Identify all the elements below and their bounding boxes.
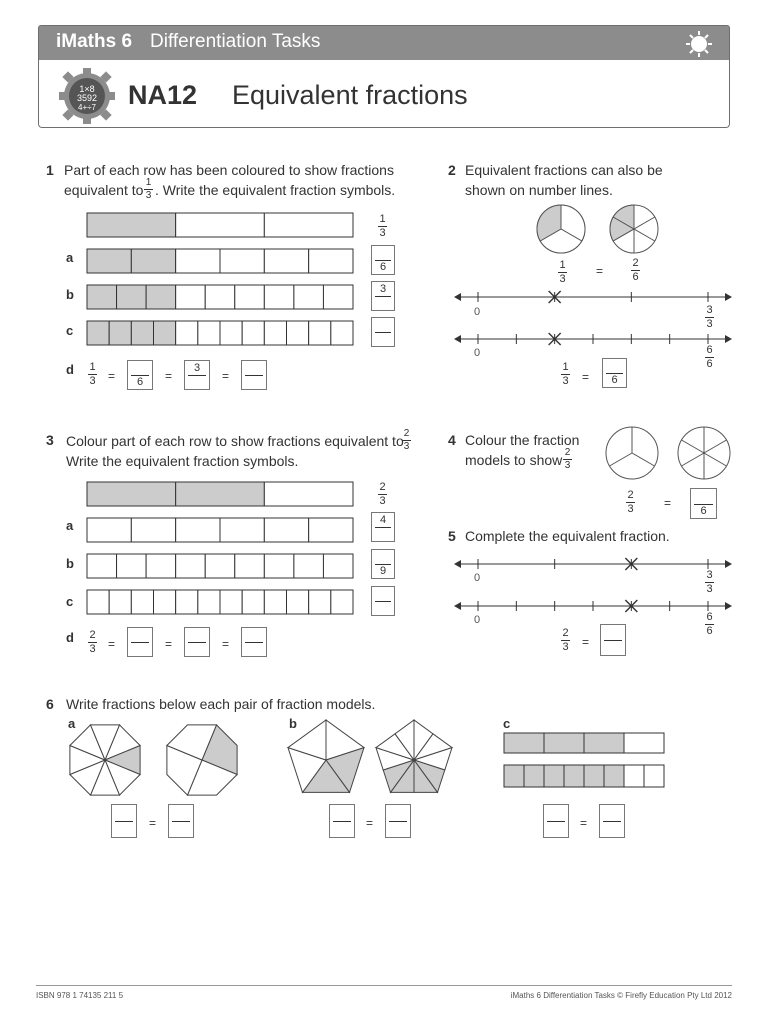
q2-line2-end: 6 6 bbox=[706, 344, 713, 370]
q5-line2-end: 6 6 bbox=[706, 611, 713, 637]
q1-strip-cell bbox=[154, 321, 176, 345]
q6-number: 6 bbox=[46, 696, 54, 712]
q6-text: Write fractions below each pair of fraction models. bbox=[66, 696, 376, 712]
q3-label-c: c bbox=[66, 594, 74, 609]
q3-text-line1: Colour part of each row to show fractions equivalent to bbox=[66, 433, 404, 449]
q6c-bar-eighths bbox=[504, 765, 664, 787]
q4-inline-fraction: 2 3 bbox=[564, 447, 571, 471]
q3-strip-cell bbox=[323, 554, 353, 578]
q3-strip-cell bbox=[176, 554, 206, 578]
q6b-answer-box-1[interactable] bbox=[329, 804, 355, 838]
q1-strip-cell bbox=[176, 321, 198, 345]
q3-strip-cell bbox=[176, 482, 265, 506]
q4-text-line1: Colour the fraction bbox=[465, 432, 580, 448]
q1-label-d: d bbox=[66, 362, 74, 377]
q3d-equals-2: = bbox=[165, 637, 173, 651]
q3-strip-cell bbox=[264, 554, 294, 578]
q5-number: 5 bbox=[448, 528, 456, 544]
q3d-answer-box-3[interactable] bbox=[241, 627, 267, 657]
q5-line-thirds bbox=[454, 558, 732, 570]
q6a-answer-box-2[interactable] bbox=[168, 804, 194, 838]
q3-strip-cell bbox=[287, 590, 309, 614]
q1a-answer-box[interactable]: 6 bbox=[371, 245, 395, 275]
q5-answer-box[interactable] bbox=[600, 624, 626, 656]
q2-answer-box[interactable]: 6 bbox=[602, 358, 627, 388]
q3d-fraction: 2 3 bbox=[89, 629, 96, 655]
sun-icon bbox=[686, 31, 712, 57]
q1d-equals-1: = bbox=[108, 369, 116, 383]
q4-pie-sixths bbox=[678, 427, 730, 479]
q1-strip-cell bbox=[220, 249, 264, 273]
q6a-answer-box-1[interactable] bbox=[111, 804, 137, 838]
q3-strip-whole bbox=[87, 482, 353, 506]
q1-strip-cell bbox=[131, 249, 175, 273]
task-code: NA12 bbox=[128, 80, 198, 110]
q3a-answer-box[interactable]: 4 bbox=[371, 512, 395, 542]
q1-number: 1 bbox=[46, 162, 54, 178]
pie-sixths bbox=[610, 205, 658, 253]
q6a-octagon-models bbox=[66, 720, 241, 800]
q1-strip-cell bbox=[87, 321, 109, 345]
q3-strip-cell bbox=[220, 590, 242, 614]
q1-strip-c bbox=[87, 321, 353, 345]
q1d-answer-box-2[interactable]: 3 bbox=[184, 360, 210, 390]
q6b-pentagon-models bbox=[286, 716, 456, 798]
q1-strip-cell bbox=[309, 321, 331, 345]
q3-strip-cell bbox=[87, 590, 109, 614]
q3-strip-cell bbox=[176, 518, 220, 542]
q6c-bar-quarters bbox=[504, 733, 664, 753]
q1-strip-cell bbox=[264, 285, 294, 309]
q6c-equals: = bbox=[580, 816, 588, 830]
q3-strip-cell bbox=[87, 482, 176, 506]
q3b-answer-box[interactable]: 9 bbox=[371, 549, 395, 579]
q3-strip-cell bbox=[220, 518, 264, 542]
q1-strip-cell bbox=[323, 285, 353, 309]
q3-strip-cell bbox=[154, 590, 176, 614]
svg-text:4+÷7: 4+÷7 bbox=[78, 103, 96, 112]
q4-number: 4 bbox=[448, 432, 456, 448]
q6a-octagon-quarters bbox=[167, 725, 237, 795]
q3-inline-fraction: 2 3 bbox=[403, 428, 410, 452]
footer-isbn: ISBN 978 1 74135 211 5 bbox=[36, 991, 124, 1000]
q1d-equals-2: = bbox=[165, 369, 173, 383]
q3-strip-c bbox=[87, 590, 353, 614]
q2-answer-fraction: 1 3 bbox=[562, 361, 569, 387]
q5-text: Complete the equivalent fraction. bbox=[465, 528, 670, 544]
q3-fraction-strips bbox=[86, 479, 358, 619]
q6-label-c: c bbox=[503, 716, 511, 731]
q2-text-line1: Equivalent fractions can also be bbox=[465, 162, 663, 178]
q3-label-a: a bbox=[66, 518, 74, 533]
q1-label-a: a bbox=[66, 250, 74, 265]
q1-strip-cell bbox=[198, 321, 220, 345]
q1-strip-cell bbox=[87, 285, 117, 309]
q1-strip-cell bbox=[176, 213, 265, 237]
q3-strip-cell bbox=[87, 518, 131, 542]
q2-pie-fraction-1: 1 3 bbox=[559, 259, 566, 285]
q6a-equals: = bbox=[149, 816, 157, 830]
q3-strip-cell bbox=[235, 554, 265, 578]
footer-copyright: iMaths 6 Differentiation Tasks © Firefly Education Pty Ltd 2012 bbox=[510, 991, 732, 1000]
q1-strip-cell bbox=[264, 321, 286, 345]
q1-strip-cell bbox=[205, 285, 235, 309]
q3-strip-cell bbox=[131, 590, 153, 614]
q3-strip-a bbox=[87, 518, 353, 542]
q3-strip-cell bbox=[146, 554, 176, 578]
q3-text-line2: Write the equivalent fraction symbols. bbox=[66, 453, 299, 469]
q3-strip-cell bbox=[264, 518, 308, 542]
q3-strip-cell bbox=[294, 554, 324, 578]
svg-text:3592: 3592 bbox=[76, 93, 98, 103]
q3-strip-cell bbox=[264, 482, 353, 506]
q2-line-thirds bbox=[454, 291, 732, 303]
series-title: iMaths 6 bbox=[56, 31, 133, 52]
q2-number-lines bbox=[452, 286, 734, 371]
q1d-answer-box-1[interactable]: 6 bbox=[127, 360, 153, 390]
q5-answer-equals: = bbox=[582, 635, 590, 649]
q3c-answer-box[interactable] bbox=[371, 586, 395, 616]
q5-number-lines bbox=[452, 552, 734, 622]
q2-pie-equals: = bbox=[596, 264, 604, 278]
q1-fraction-strips bbox=[86, 210, 358, 350]
q5-line2-start: 0 bbox=[474, 614, 481, 626]
q1d-equals-3: = bbox=[222, 369, 230, 383]
q1-strip-b bbox=[87, 285, 353, 309]
q4-pie-thirds bbox=[606, 427, 658, 479]
q1-strip-cell bbox=[264, 249, 308, 273]
q3-strip-cell bbox=[242, 590, 264, 614]
series-subtitle: Differentiation Tasks bbox=[150, 31, 321, 52]
q3-row-fraction: 2 3 bbox=[379, 481, 386, 507]
page-title: Equivalent fractions bbox=[232, 80, 468, 110]
q1-strip-cell bbox=[309, 249, 353, 273]
q6a-octagon-eighths bbox=[70, 725, 140, 795]
q1-strip-cell bbox=[264, 213, 353, 237]
q3-strip-cell bbox=[205, 554, 235, 578]
q2-line1-end: 3 3 bbox=[706, 304, 713, 330]
q1-strip-cell bbox=[87, 213, 176, 237]
header-bar bbox=[38, 25, 730, 61]
q2-text-line2: shown on number lines. bbox=[465, 182, 613, 198]
q6-label-b: b bbox=[289, 716, 297, 731]
q6b-equals: = bbox=[366, 816, 374, 830]
q3d-equals-3: = bbox=[222, 637, 230, 651]
q3d-answer-box-2[interactable] bbox=[184, 627, 210, 657]
q6c-answer-box-1[interactable] bbox=[543, 804, 569, 838]
q1-strip-cell bbox=[109, 321, 131, 345]
q1-strip-cell bbox=[176, 285, 206, 309]
q3-strip-cell bbox=[309, 590, 331, 614]
q3-strip-cell bbox=[109, 590, 131, 614]
gear-logo-icon bbox=[58, 67, 116, 125]
q5-answer-fraction: 2 3 bbox=[562, 627, 569, 653]
q1-strip-whole bbox=[87, 213, 353, 237]
q4-answer-box[interactable]: 6 bbox=[690, 488, 717, 519]
q1-strip-cell bbox=[287, 321, 309, 345]
q3-strip-cell bbox=[198, 590, 220, 614]
q1-row-fraction: 1 3 bbox=[379, 213, 386, 239]
q4-answer-equals: = bbox=[664, 496, 672, 510]
q5-line1-end: 3 3 bbox=[706, 569, 713, 595]
q4-pie-models bbox=[604, 426, 734, 482]
q3-strip-cell bbox=[131, 518, 175, 542]
pie-thirds bbox=[537, 205, 585, 253]
q3-strip-cell bbox=[176, 590, 198, 614]
q5-line1-start: 0 bbox=[474, 572, 481, 584]
q4-answer-fraction: 2 3 bbox=[627, 489, 634, 515]
q1-strip-cell bbox=[242, 321, 264, 345]
q2-pie-models bbox=[536, 204, 666, 256]
q6c-bar-models bbox=[503, 732, 665, 788]
q1-label-b: b bbox=[66, 287, 74, 302]
q2-answer-equals: = bbox=[582, 370, 590, 384]
q5-line-sixths bbox=[454, 600, 732, 612]
q3-strip-b bbox=[87, 554, 353, 578]
q2-line1-start: 0 bbox=[474, 306, 481, 318]
q4-text-line2: models to show bbox=[465, 452, 563, 468]
q1-strip-cell bbox=[146, 285, 176, 309]
q3-label-d: d bbox=[66, 630, 74, 645]
q1-text-line2-pre: equivalent to bbox=[64, 182, 144, 198]
q6b-pentagon-tenths bbox=[376, 720, 452, 792]
q2-number: 2 bbox=[448, 162, 456, 178]
q1c-answer-box[interactable] bbox=[371, 317, 395, 347]
q3d-equals-1: = bbox=[108, 637, 116, 651]
q3-strip-cell bbox=[87, 554, 117, 578]
q1-strip-cell bbox=[176, 249, 220, 273]
q1-strip-cell bbox=[87, 249, 131, 273]
q1-strip-a bbox=[87, 249, 353, 273]
q6c-answer-box-2[interactable] bbox=[599, 804, 625, 838]
q1-text-line1: Part of each row has been coloured to show fractions bbox=[64, 162, 394, 178]
q3d-answer-box-1[interactable] bbox=[127, 627, 153, 657]
q1-text-line2-post: . Write the equivalent fraction symbols. bbox=[155, 182, 396, 198]
q1d-answer-box-3[interactable] bbox=[241, 360, 267, 390]
svg-text:1×8: 1×8 bbox=[79, 84, 95, 94]
q2-pie-fraction-2: 2 6 bbox=[632, 257, 639, 283]
q1-strip-cell bbox=[294, 285, 324, 309]
q6b-answer-box-2[interactable] bbox=[385, 804, 411, 838]
q1-strip-cell bbox=[331, 321, 353, 345]
q3-strip-cell bbox=[331, 590, 353, 614]
q1-strip-cell bbox=[117, 285, 147, 309]
q1-strip-cell bbox=[235, 285, 265, 309]
q2-line2-start: 0 bbox=[474, 347, 481, 359]
footer-divider bbox=[36, 985, 732, 986]
q3-strip-cell bbox=[117, 554, 147, 578]
q3-strip-cell bbox=[264, 590, 286, 614]
q3-label-b: b bbox=[66, 556, 74, 571]
q1-strip-cell bbox=[131, 321, 153, 345]
q6-label-a: a bbox=[68, 716, 76, 731]
q3-strip-cell bbox=[309, 518, 353, 542]
q1-strip-cell bbox=[220, 321, 242, 345]
q1-inline-fraction: 1 3 bbox=[145, 177, 152, 201]
q6b-pentagon-fifths bbox=[288, 720, 364, 792]
q1d-fraction: 1 3 bbox=[89, 361, 96, 387]
q1-label-c: c bbox=[66, 323, 74, 338]
q1b-answer-box[interactable]: 3 bbox=[371, 281, 395, 311]
q3-number: 3 bbox=[46, 432, 54, 448]
q2-line-sixths bbox=[454, 333, 732, 345]
